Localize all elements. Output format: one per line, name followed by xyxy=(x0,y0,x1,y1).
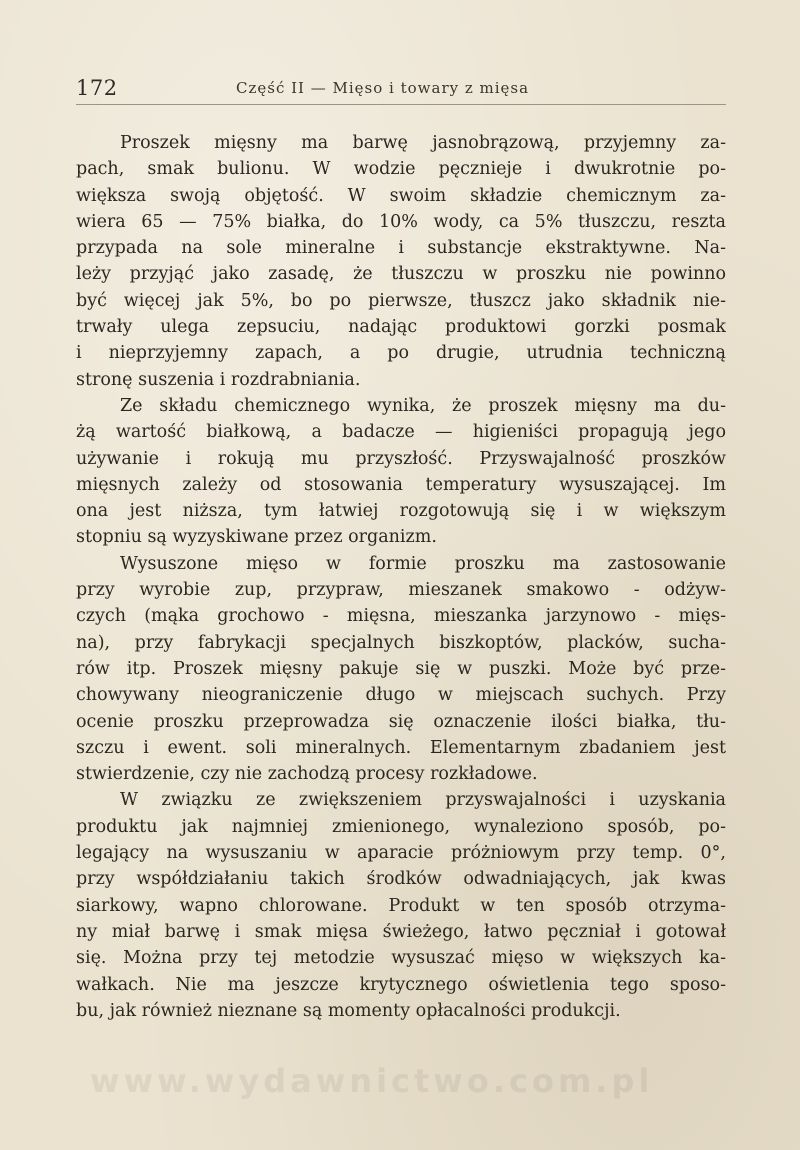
text-line: rów itp. Proszek mięsny pakuje się w puszki. Może być prze- xyxy=(76,658,726,679)
text-line: przy wyrobie zup, przypraw, mieszanek smakowo - odżyw- xyxy=(76,580,726,601)
text-line: Wysuszone mięso w formie proszku ma zastosowanie xyxy=(120,553,726,574)
text-line: stwierdzenie, czy nie zachodzą procesy rozkładowe. xyxy=(76,764,538,785)
text-line: się. Można przy tej metodzie wysuszać mięso w większych ka- xyxy=(76,948,726,969)
text-line: żą wartość białkową, a badacze — higieniści propagują jego xyxy=(76,422,726,443)
watermark: www.wydawnictwo.com.pl xyxy=(90,1062,654,1100)
text-line: siarkowy, wapno chlorowane. Produkt w ten sposób otrzyma- xyxy=(76,895,726,916)
text-line: ny miał barwę i smak mięsa świeżego, łatwo pęczniał i gotował xyxy=(76,921,726,942)
text-line: wiera 65 — 75% białka, do 10% wody, ca 5% tłuszczu, reszta xyxy=(76,211,726,232)
body-text xyxy=(76,130,726,1024)
text-line: być więcej jak 5%, bo po pierwsze, tłuszcz jako składnik nie- xyxy=(76,290,726,311)
text-line: mięsnych zależy od stosowania temperatury wysuszającej. Im xyxy=(76,474,726,495)
header-rule xyxy=(76,104,726,105)
text-line: i nieprzyjemny zapach, a po drugie, utrudnia techniczną xyxy=(76,343,726,364)
text-line: ona jest niższa, tym łatwiej rozgotowują się i w większym xyxy=(76,501,726,522)
paragraph xyxy=(76,393,726,551)
text-line: produktu jak najmniej zmienionego, wynaleziono sposób, po- xyxy=(76,816,726,837)
text-line: W związku ze zwiększeniem przyswajalności i uzyskania xyxy=(120,790,726,811)
paragraph xyxy=(76,551,726,788)
text-line: czych (mąka grochowo - mięsna, mieszanka jarzynowo - mięs- xyxy=(76,606,726,627)
paragraph xyxy=(76,787,726,1024)
text-line: trwały ulega zepsuciu, nadając produktowi gorzki posmak xyxy=(76,317,726,338)
text-line: większa swoją objętość. W swoim składzie chemicznym za- xyxy=(76,185,726,206)
text-line: leży przyjąć jako zasadę, że tłuszczu w proszku nie powinno xyxy=(76,264,726,285)
text-line: przypada na sole mineralne i substancje ekstraktywne. Na- xyxy=(76,238,726,259)
text-line: Proszek mięsny ma barwę jasnobrązową, przyjemny za- xyxy=(120,133,726,153)
page-header xyxy=(76,76,726,104)
text-line: szczu i ewent. soli mineralnych. Elementarnym zbadaniem jest xyxy=(76,737,726,758)
page-number: 172 xyxy=(76,76,118,100)
text-line: pach, smak bulionu. W wodzie pęcznieje i dwukrotnie po- xyxy=(76,159,726,180)
text-line: chowywany nieograniczenie długo w miejscach suchych. Przy xyxy=(76,685,726,706)
text-line: stronę suszenia i rozdrabniania. xyxy=(76,369,361,390)
text-line: stopniu są wyzyskiwane przez organizm. xyxy=(76,527,437,548)
text-line: przy współdziałaniu takich środków odwadniających, jak kwas xyxy=(76,869,726,890)
text-line: na), przy fabrykacji specjalnych biszkoptów, placków, sucha- xyxy=(76,632,726,653)
running-head: Część II — Mięso i towary z mięsa xyxy=(236,79,530,97)
text-line: używanie i rokują mu przyszłość. Przyswajalność proszków xyxy=(76,448,726,469)
paragraph xyxy=(76,130,726,393)
text-line: Ze składu chemicznego wynika, że proszek mięsny ma du- xyxy=(120,395,726,416)
text-line: bu, jak również nieznane są momenty opłacalności produkcji. xyxy=(76,1000,621,1021)
text-line: wałkach. Nie ma jeszcze krytycznego oświetlenia tego sposo- xyxy=(76,974,726,995)
text-line: legający na wysuszaniu w aparacie próżniowym przy temp. 0°, xyxy=(76,843,726,864)
text-line: ocenie proszku przeprowadza się oznaczenie ilości białka, tłu- xyxy=(76,711,726,732)
